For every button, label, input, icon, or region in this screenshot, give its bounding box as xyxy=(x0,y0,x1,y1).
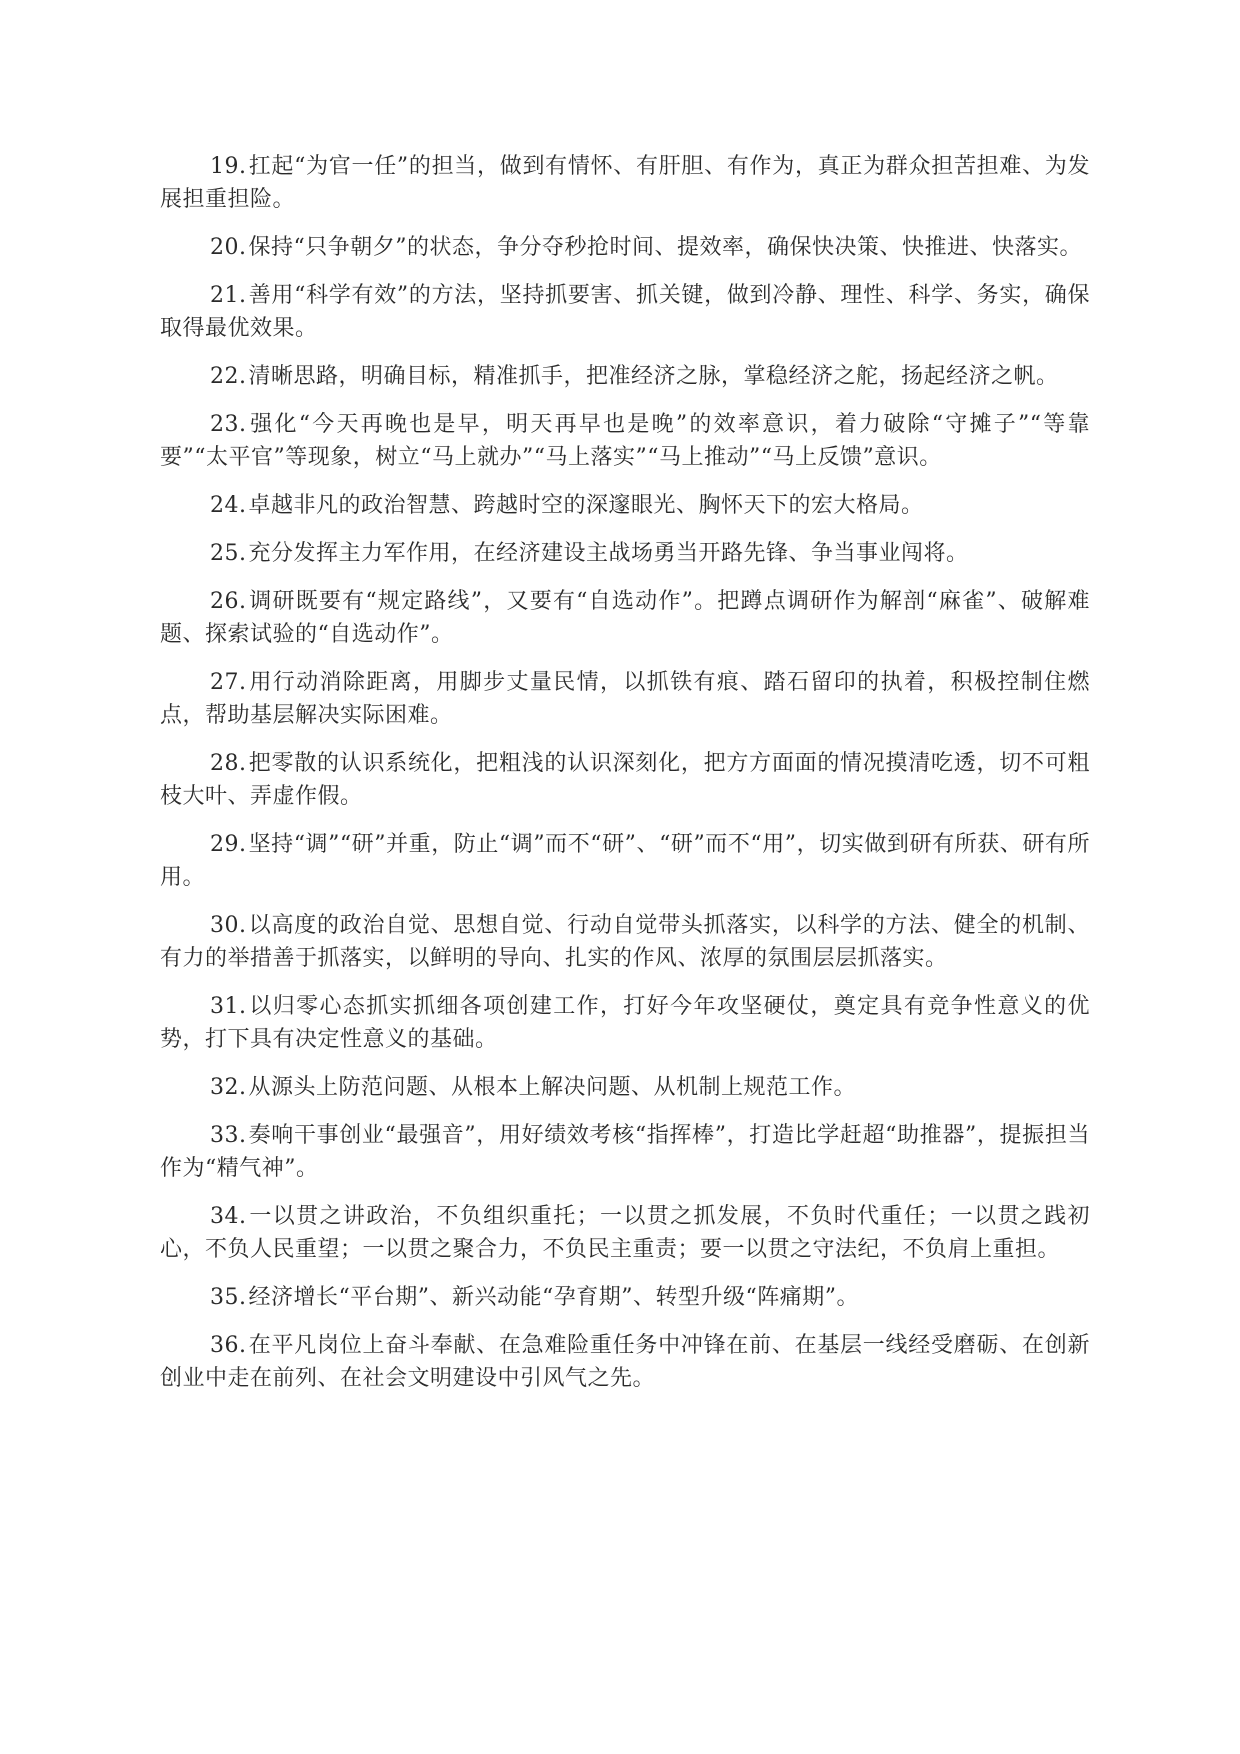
list-item xyxy=(160,279,1090,345)
list-item xyxy=(160,360,1090,393)
item-text: 从源头上防范问题、从根本上解决问题、从机制上规范工作。 xyxy=(248,1075,857,1100)
item-text: 用行动消除距离，用脚步丈量民情，以抓铁有痕、踏石留印的执着，积极控制住燃点，帮助基层解决实际困难。 xyxy=(160,670,1090,728)
list-item xyxy=(160,231,1090,264)
item-text: 把零散的认识系统化，把粗浅的认识深刻化，把方方面面的情况摸清吃透，切不可粗枝大叶、弄虚作假。 xyxy=(160,751,1090,809)
item-text: 以归零心态抓实抓细各项创建工作，打好今年攻坚硬仗，奠定具有竞争性意义的优势，打下具有决定性意义的基础。 xyxy=(160,994,1090,1052)
list-item xyxy=(160,1329,1090,1395)
list-item xyxy=(160,1071,1090,1104)
item-number: 36. xyxy=(210,1333,247,1358)
item-text: 保持“只争朝夕”的状态，争分夺秒抢时间、提效率，确保快决策、快推进、快落实。 xyxy=(248,235,1082,260)
item-number: 34. xyxy=(210,1204,247,1229)
item-text: 以高度的政治自觉、思想自觉、行动自觉带头抓落实，以科学的方法、健全的机制、有力的举措善于抓落实，以鲜明的导向、扎实的作风、浓厚的氛围层层抓落实。 xyxy=(160,913,1090,971)
list-item xyxy=(160,666,1090,732)
list-item xyxy=(160,990,1090,1056)
item-number: 28. xyxy=(210,751,247,776)
item-number: 32. xyxy=(210,1075,247,1100)
item-number: 20. xyxy=(210,235,247,260)
item-text: 在平凡岗位上奋斗奉献、在急难险重任务中冲锋在前、在基层一线经受磨砺、在创新创业中走在前列、在社会文明建设中引风气之先。 xyxy=(160,1333,1090,1391)
item-number: 27. xyxy=(210,670,247,695)
item-number: 19. xyxy=(210,154,247,179)
item-text: 坚持“调”“研”并重，防止“调”而不“研”、“研”而不“用”，切实做到研有所获、研有所用。 xyxy=(160,832,1090,890)
item-number: 35. xyxy=(210,1285,247,1310)
item-number: 30. xyxy=(210,913,247,938)
list-item xyxy=(160,537,1090,570)
item-text: 强化“今天再晚也是早，明天再早也是晚”的效率意识，着力破除“守摊子”“等靠要”“太平官”等现象，树立“马上就办”“马上落实”“马上推动”“马上反馈”意识。 xyxy=(160,412,1090,470)
item-text: 调研既要有“规定路线”，又要有“自选动作”。把蹲点调研作为解剖“麻雀”、破解难题、探索试验的“自选动作”。 xyxy=(160,589,1090,647)
item-text: 清晰思路，明确目标，精准抓手，把准经济之脉，掌稳经济之舵，扬起经济之帆。 xyxy=(248,364,1059,389)
list-item xyxy=(160,489,1090,522)
list-item xyxy=(160,909,1090,975)
item-number: 26. xyxy=(210,589,247,614)
item-number: 21. xyxy=(210,283,247,308)
item-number: 23. xyxy=(210,412,247,437)
list-item xyxy=(160,828,1090,894)
item-text: 一以贯之讲政治，不负组织重托；一以贯之抓发展，不负时代重任；一以贯之践初心，不负人民重望；一以贯之聚合力，不负民主重责；要一以贯之守法纪，不负肩上重担。 xyxy=(160,1204,1090,1262)
item-text: 经济增长“平台期”、新兴动能“孕育期”、转型升级“阵痛期”。 xyxy=(248,1285,859,1310)
item-number: 24. xyxy=(210,493,247,518)
item-text: 奏响干事创业“最强音”，用好绩效考核“指挥棒”，打造比学赶超“助推器”，提振担当作为“精气神”。 xyxy=(160,1123,1090,1181)
list-item xyxy=(160,747,1090,813)
list-item xyxy=(160,1200,1090,1266)
document-body xyxy=(160,150,1090,1410)
item-number: 25. xyxy=(210,541,247,566)
list-item xyxy=(160,150,1090,216)
item-text: 善用“科学有效”的方法，坚持抓要害、抓关键，做到冷静、理性、科学、务实，确保取得最优效果。 xyxy=(160,283,1090,341)
item-text: 卓越非凡的政治智慧、跨越时空的深邃眼光、胸怀天下的宏大格局。 xyxy=(248,493,924,518)
item-number: 33. xyxy=(210,1123,247,1148)
list-item xyxy=(160,408,1090,474)
list-item xyxy=(160,1281,1090,1314)
list-item xyxy=(160,585,1090,651)
item-number: 31. xyxy=(210,994,247,1019)
item-text: 扛起“为官一任”的担当，做到有情怀、有肝胆、有作为，真正为群众担苦担难、为发展担重担险。 xyxy=(160,154,1090,212)
item-number: 29. xyxy=(210,832,247,857)
item-number: 22. xyxy=(210,364,247,389)
list-item xyxy=(160,1119,1090,1185)
item-text: 充分发挥主力军作用，在经济建设主战场勇当开路先锋、争当事业闯将。 xyxy=(248,541,969,566)
